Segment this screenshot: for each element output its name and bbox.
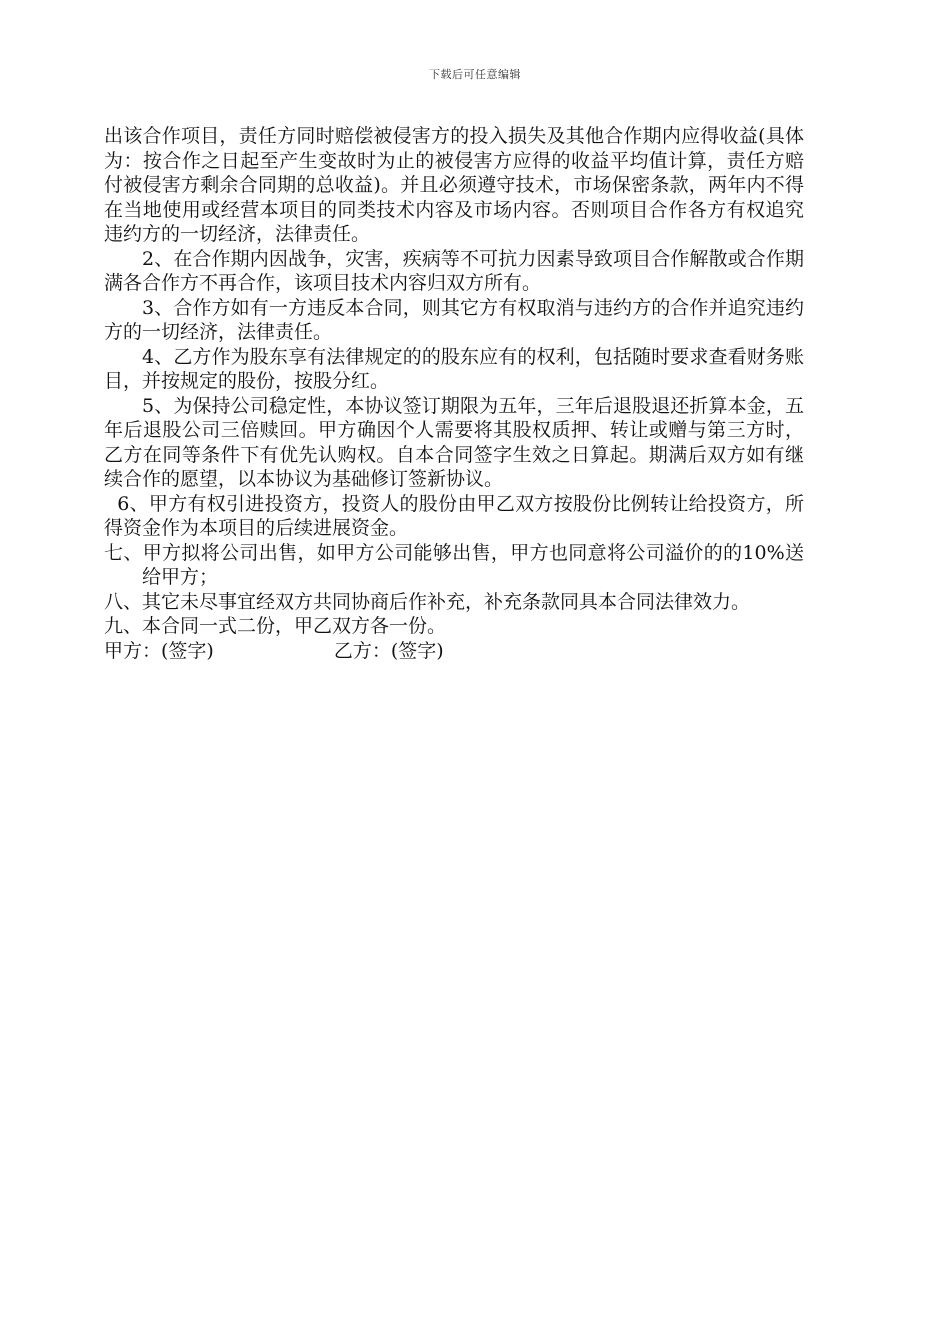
clause-9: 九、本合同一式二份，甲乙双方各一份。 xyxy=(104,615,447,637)
clause-continuation: 出该合作项目，责任方同时赔偿被侵害方的投入损失及其他合作期内应得收益(具体为：按合作之日起至产生变故时为止的被侵害方应得的收益平均值计算，责任方赔付被侵害方剩余合同期的总收益)。并且必须遵守技术，市场保密条款，两年内不得在当地使用或经营本项目的同类技术内容及市场内容。否则项目合作各方有权追究违约方的一切经济，法律责任。 xyxy=(104,125,804,245)
party-a-signature-label: 甲方：(签字) xyxy=(104,639,214,662)
clause-8: 八、其它未尽事宜经双方共同协商后作补充，补充条款同具本合同法律效力。 xyxy=(104,590,751,613)
contract-body xyxy=(104,124,804,663)
signature-row xyxy=(104,639,804,664)
clause-7: 七、甲方拟将公司出售，如甲方公司能够出售，甲方也同意将公司溢价的的10%送给甲方； xyxy=(104,541,804,588)
clause-6: 6、甲方有权引进投资方，投资人的股份由甲乙双方按股份比例转让给投资方，所得资金作为本项目的后续进展资金。 xyxy=(104,492,804,539)
clause-4: 4、乙方作为股东享有法律规定的的股东应有的权利，包括随时要求查看财务账目，并按规定的股份，按股分红。 xyxy=(104,345,804,392)
page-header-note: 下载后可任意编辑 xyxy=(429,68,521,81)
clause-2: 2、在合作期内因战争，灾害，疾病等不可抗力因素导致项目合作解散或合作期满各合作方不再合作，该项目技术内容归双方所有。 xyxy=(104,247,804,294)
party-b-signature-label: 乙方：(签字) xyxy=(333,639,444,662)
clause-5: 5、为保持公司稳定性，本协议签订期限为五年，三年后退股退还折算本金，五年后退股公司三倍赎回。甲方确因个人需要将其股权质押、转让或赠与第三方时，乙方在同等条件下有优先认购权。自本合同签字生效之日算起。期满后双方如有继续合作的愿望，以本协议为基础修订签新协议。 xyxy=(104,394,804,490)
clause-3: 3、合作方如有一方违反本合同，则其它方有权取消与违约方的合作并追究违约方的一切经济，法律责任。 xyxy=(104,296,804,343)
